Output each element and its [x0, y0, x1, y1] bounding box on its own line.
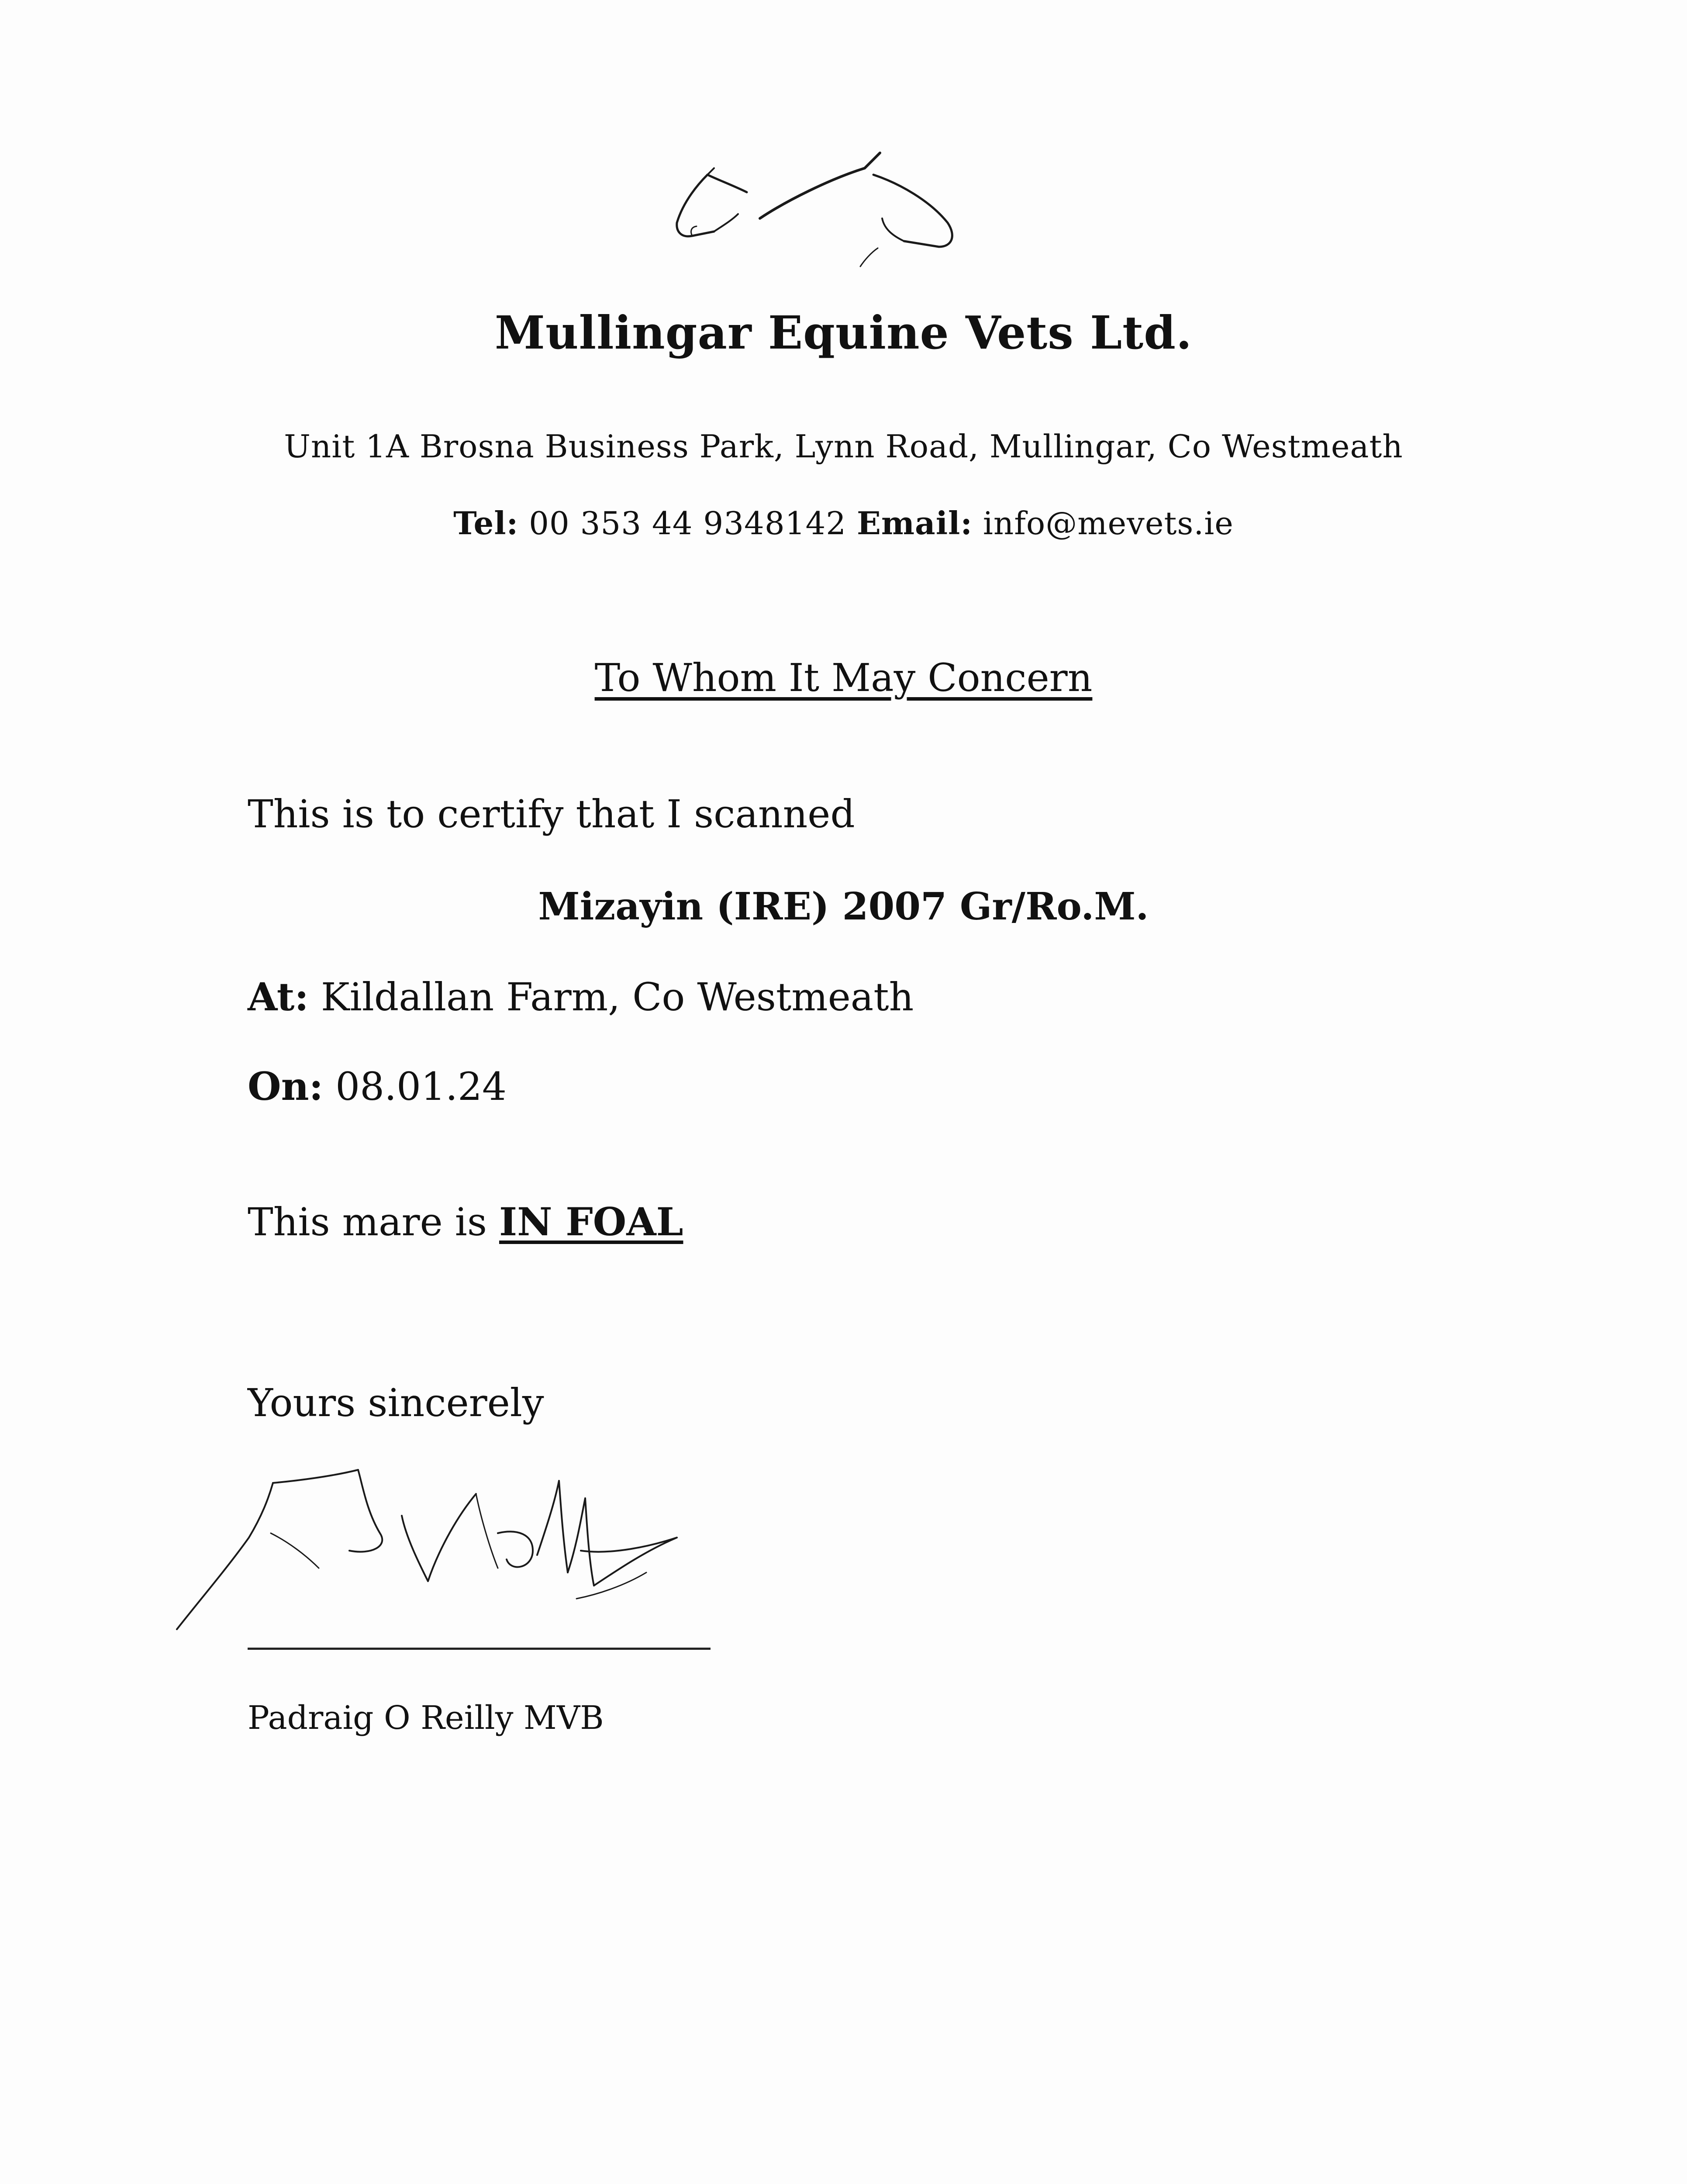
- horse-name: Mizayin (IRE) 2007 Gr/Ro.M.: [538, 885, 1149, 929]
- on-value: 08.01.24: [335, 1064, 507, 1109]
- email-label: Email:: [856, 505, 973, 542]
- mare-prefix: This mare is: [248, 1199, 487, 1244]
- certify-text: This is to certify that I scanned: [248, 791, 855, 836]
- at-label: At:: [248, 974, 309, 1019]
- firm-name: Mullingar Equine Vets Ltd.: [494, 306, 1193, 359]
- location-line: [248, 974, 914, 1019]
- contact-line: [0, 505, 1687, 542]
- salutation: To Whom It May Concern: [594, 655, 1093, 700]
- tel-value: 00 353 44 9348142: [529, 505, 847, 542]
- tel-label: Tel:: [453, 505, 519, 542]
- horse-heads-logo-icon: [673, 149, 974, 271]
- signature-icon: [175, 1468, 681, 1638]
- pregnancy-status-line: [248, 1199, 683, 1244]
- email-value[interactable]: info@mevets.ie: [983, 505, 1234, 542]
- firm-address: Unit 1A Brosna Business Park, Lynn Road, Mullingar, Co Westmeath: [284, 428, 1403, 465]
- on-label: On:: [248, 1064, 324, 1109]
- at-value: Kildallan Farm, Co Westmeath: [321, 975, 914, 1019]
- signatory-name: Padraig O Reilly MVB: [248, 1699, 604, 1737]
- date-line: [248, 1064, 507, 1109]
- status-badge: IN FOAL: [499, 1199, 683, 1244]
- closing: Yours sincerely: [248, 1380, 544, 1425]
- signature-line: [248, 1648, 711, 1650]
